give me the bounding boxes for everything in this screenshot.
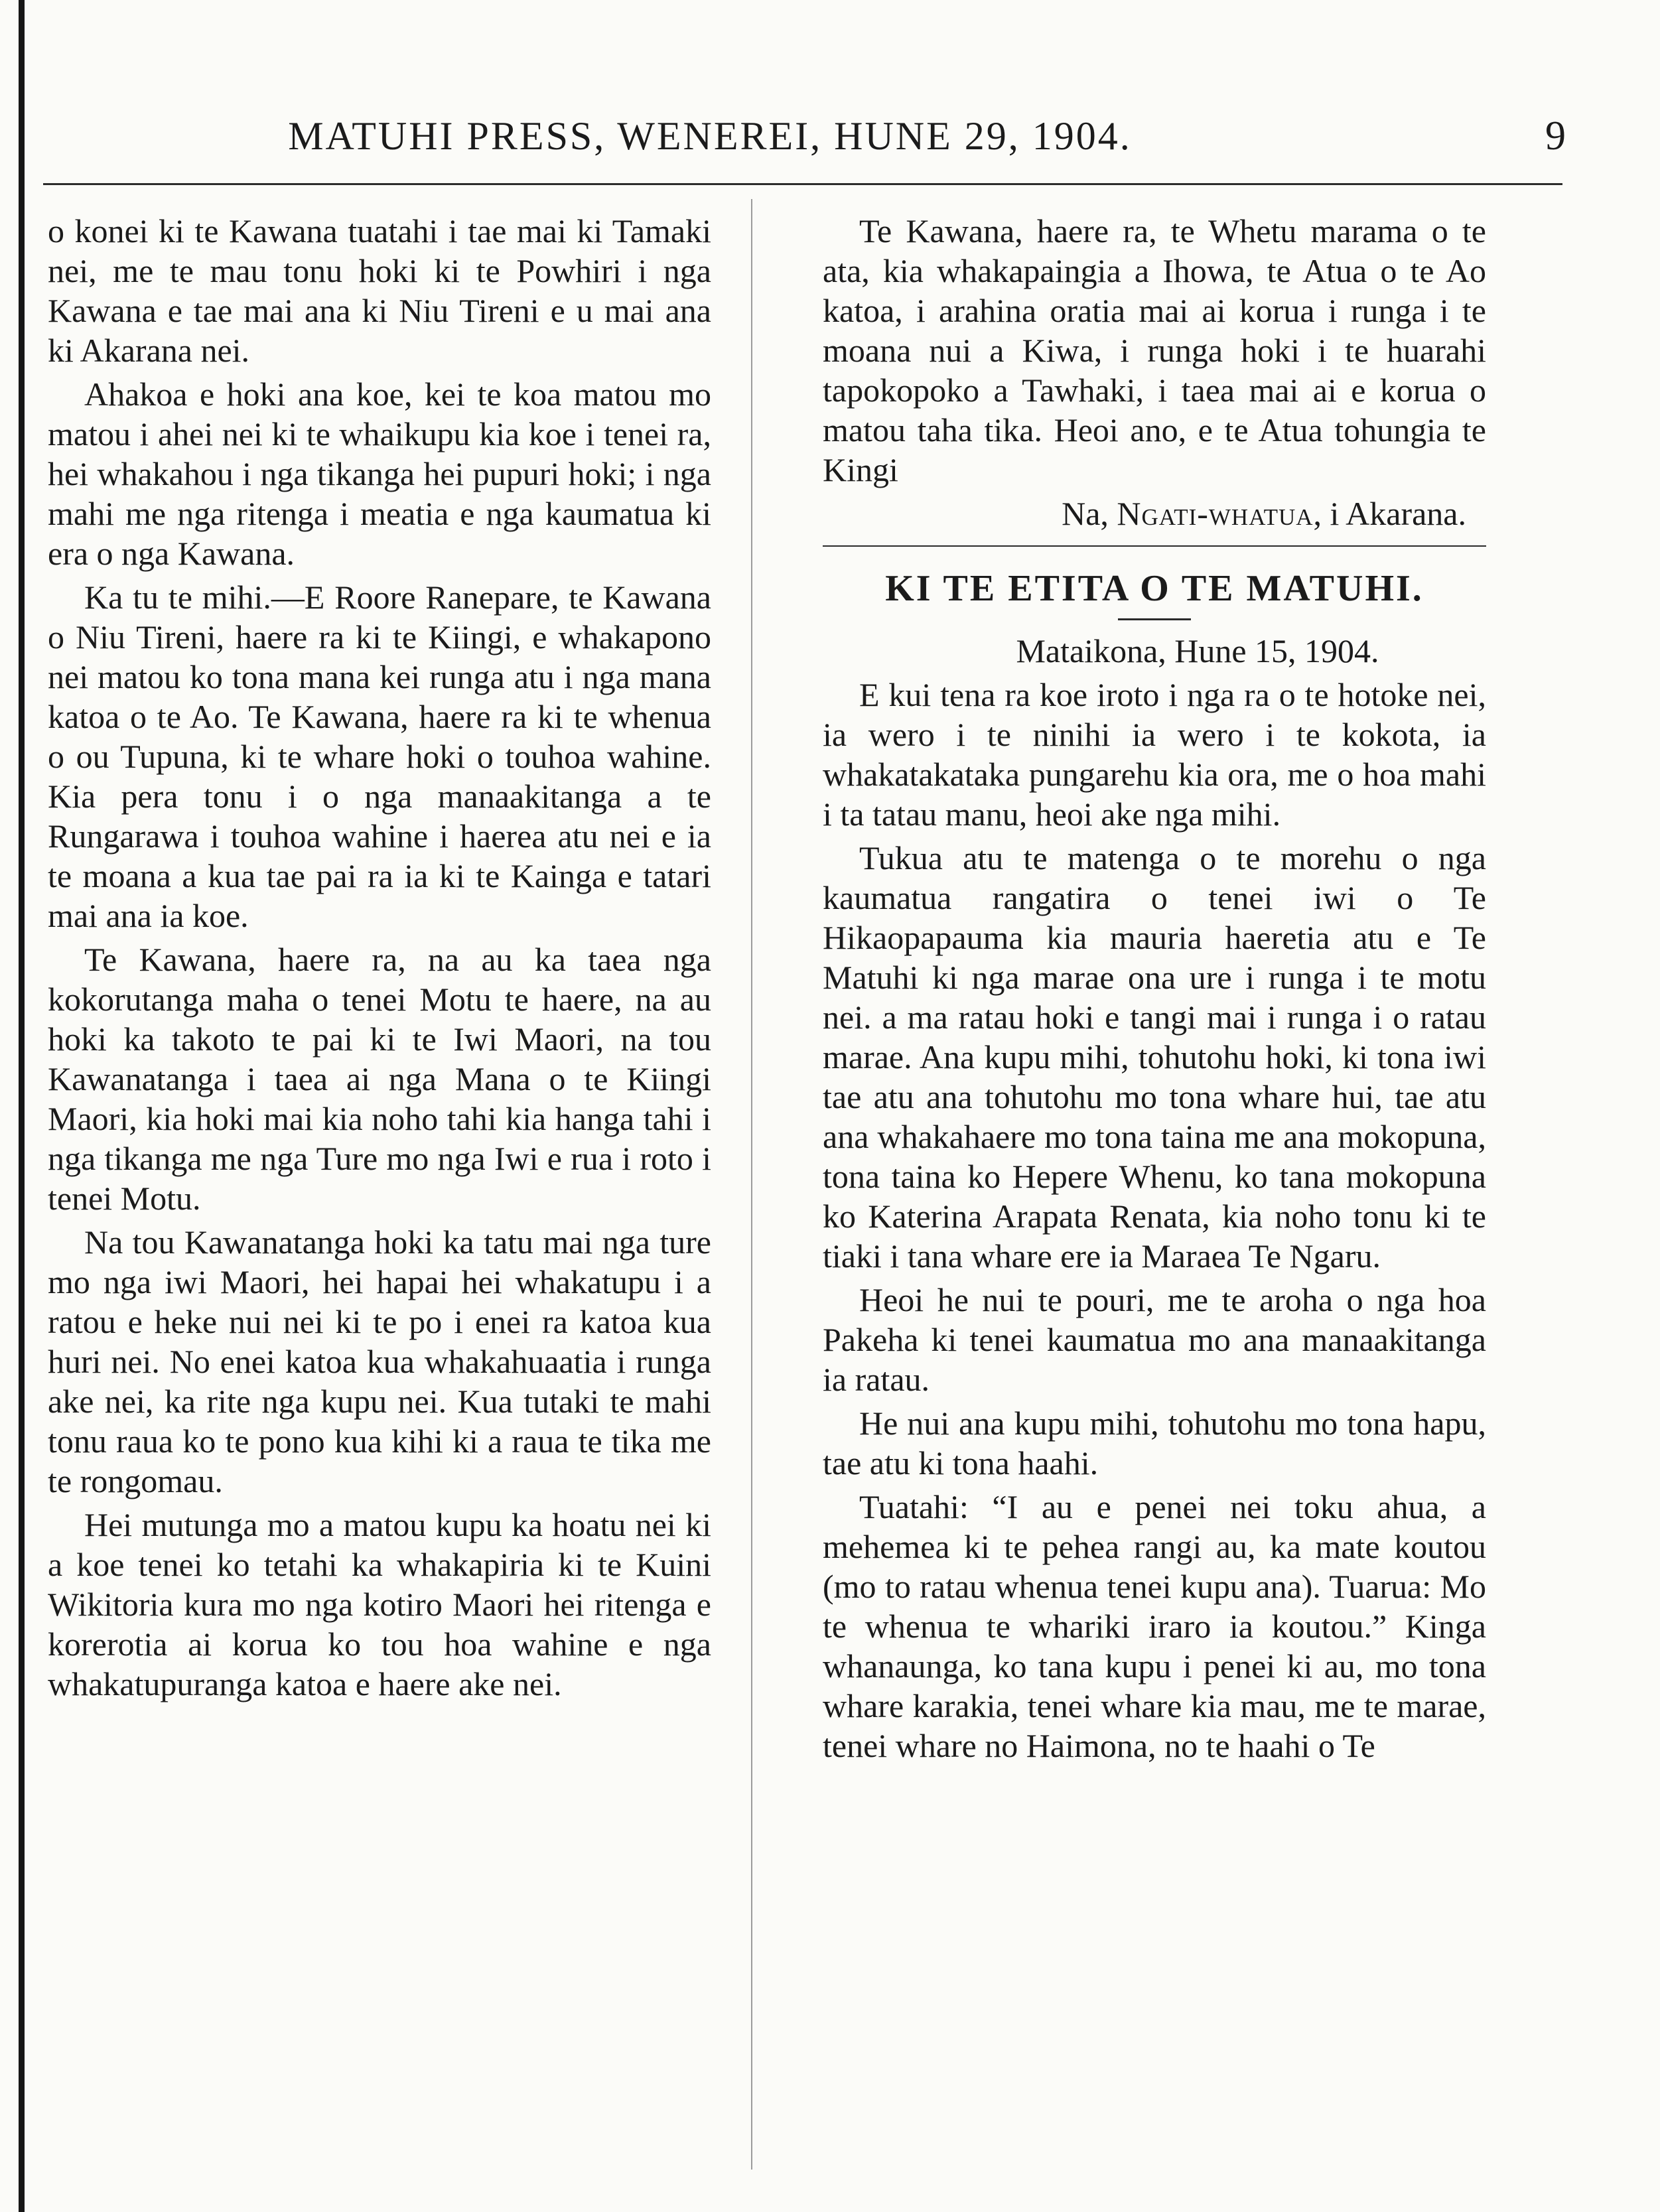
page-header [46, 109, 1566, 163]
left-column [48, 211, 711, 1708]
section-rule [823, 545, 1486, 547]
signature-suffix: , i Akarana. [1313, 495, 1466, 532]
column-divider [751, 199, 752, 2170]
paragraph: Heoi he nui te pouri, me te aroha o nga hoa Pakeha ki tenei kaumatua mo ana manaakitanga ia ratau. [823, 1281, 1486, 1398]
section-heading: KI TE ETITA O TE MATUHI. [885, 568, 1424, 609]
signature-line [823, 494, 1466, 533]
header-rule [43, 183, 1562, 185]
paragraph: Tukua atu te matenga o te morehu o nga kaumatua rangatira o tenei iwi o Te Hikaopapauma kia mauria haeretia atu e Te Matuhi ki nga marae ona ure i runga i te motu nei. a ma ratau hoki e tangi mai i runga i o ratau marae. Ana kupu mihi, tohutohu hoki, ki tona iwi tae atu ana tohutohu mo tona whare hui, tae atu ana whakahaere mo tona taina me ana mokopuna, tona taina ko Hepere Whenu, ko tana mokopuna ko Katerina Arapata Renata, kia noho tonu ki te tiaki i tana whare ere ia Maraea Te Ngaru. [823, 839, 1486, 1275]
paragraph: Ka tu te mihi.—E Roore Ranepare, te Kawana o Niu Tireni, haere ra ki te Kiingi, e whakapono nei matou ko tona mana kei runga atu i nga mana katoa o te Ao. Te Kawana, haere ra ki te whenua o ou Tupuna, ki te whare hoki o touhoa wahine. Kia pera tonu i o nga manaakitanga a te Rungarawa i touhoa wahine i haerea atu nei e ia te moana a kua tae pai ra ia ki te Kainga e tatari mai ana ia koe. [48, 579, 711, 934]
dateline: Mataikona, Hune 15, 1904. [1016, 632, 1379, 669]
short-rule [1118, 618, 1191, 620]
paragraph: He nui ana kupu mihi, tohutohu mo tona hapu, tae atu ki tona haahi. [823, 1405, 1486, 1482]
running-title: MATUHI PRESS, WENEREI, HUNE 29, 1904. [288, 114, 1132, 158]
paragraph: Hei mutunga mo a matou kupu ka hoatu nei ki a koe tenei ko tetahi ka whakapiria ki te Kuini Wikitoria kura mo nga kotiro Maori hei ritenga e korerotia ai korua ko tou hoa wahine e nga whakatupuranga katoa e haere ake nei. [48, 1506, 711, 1702]
signature-prefix: Na, [1062, 495, 1117, 532]
page-number: 9 [1545, 113, 1566, 159]
paragraph: o konei ki te Kawana tuatahi i tae mai ki Tamaki nei, me te mau tonu hoki ki te Powhiri i nga Kawana e tae mai ana ki Niu Tireni e u mai ana ki Akarana nei. [48, 212, 711, 369]
paragraph: Ahakoa e hoki ana koe, kei te koa matou mo matou i ahei nei ki te whaikupu kia koe i tenei ra, hei whakahou i nga tikanga hei pupuri hoki; i nga mahi me nga ritenga i meatia e nga kaumatua ki era o nga Kawana. [48, 376, 711, 572]
paragraph: Te Kawana, haere ra, te Whetu marama o te ata, kia whakapaingia a Ihowa, te Atua o te Ao katoa, i arahina oratia mai ai korua i runga i te moana nui a Kiwa, i runga hoki i te huarahi tapokopoko a Tawhaki, i taea mai ai e korua o matou taha tika. Heoi ano, e te Atua tohungia te Kingi [823, 212, 1486, 488]
page-edge-bar [19, 0, 25, 2212]
paragraph: Na tou Kawanatanga hoki ka tatu mai nga ture mo nga iwi Maori, hei hapai hei whakatupu i a ratou e heke nui nei ki te po i enei ra katoa kua huri nei. No enei katoa kua whakahuaatia i runga ake nei, ka rite nga kupu nei. Kua tutaki te mahi tonu raua ko te pono kua kihi ki a raua te tika me te rongomau. [48, 1223, 711, 1499]
paragraph: Te Kawana, haere ra, na au ka taea nga kokorutanga maha o tenei Motu te haere, na au hoki ka takoto te pai ki te Iwi Maori, na tou Kawanatanga i taea ai nga Mana o te Kiingi Maori, kia hoki mai kia noho tahi kia hanga tahi i nga tikanga me nga Ture mo nga Iwi e rua i roto i tenei Motu. [48, 941, 711, 1217]
right-column [823, 211, 1486, 1769]
signature-name: Ngati-whatua [1117, 495, 1314, 532]
paragraph: E kui tena ra koe iroto i nga ra o te hotoke nei, ia wero i te ninihi ia wero i te kokota, ia whakatakataka pungarehu kia ora, me o hoa mahi i ta tatau manu, heoi ake nga mihi. [823, 676, 1486, 833]
paragraph: Tuatahi: “I au e penei nei toku ahua, a mehemea ki te pehea rangi au, ka mate koutou (mo to ratau whenua tenei kupu ana). Tuarua: Mo te whenua te whariki iraro ia koutou.” Kinga whanaunga, ko tana kupu i penei ki au, mo tona whare karakia, tenei whare kia mau, me te marae, tenei whare no Haimona, no te haahi o Te [823, 1488, 1486, 1764]
